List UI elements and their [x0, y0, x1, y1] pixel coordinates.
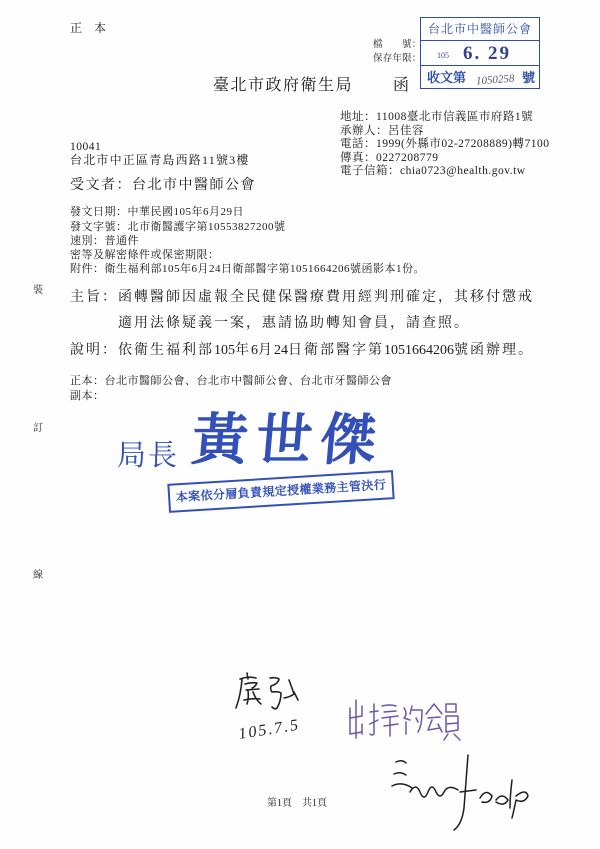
handwritten-signature — [386, 752, 536, 834]
copy-mark: 正 本 — [70, 21, 107, 35]
binding-mark: 線 — [33, 570, 43, 581]
explanation-label: 說明： — [70, 343, 118, 358]
recipient-address: 台北市中正區青島西路11號3樓 — [70, 153, 250, 167]
document-title-agency: 臺北市政府衛生局 — [213, 77, 354, 94]
binding-mark: 裝 — [33, 285, 43, 296]
handwritten-note — [346, 694, 466, 742]
handwritten-signature — [234, 670, 306, 714]
sender-email: 電子信箱：chia0723@health.gov.tw — [340, 165, 526, 177]
recipient-postal-code: 10041 — [70, 141, 102, 153]
issue-date: 發文日期：中華民國105年6月29日 — [70, 206, 244, 218]
receipt-stamp-divider — [421, 40, 539, 41]
receipt-stamp-label: 收文第 — [427, 70, 467, 85]
sender-address: 地址：11008臺北市信義區市府路1號 — [340, 111, 534, 123]
signature-name: 黃世傑 — [189, 410, 387, 472]
receipt-stamp-date: 6. 29 — [463, 43, 511, 64]
delivery-speed: 速別：普通件 — [70, 235, 139, 247]
receipt-stamp-org: 台北市中醫師公會 — [427, 22, 532, 36]
receipt-stamp-number: 1050258 — [475, 72, 515, 88]
copy-recipients: 副本： — [70, 390, 105, 402]
explanation-text: 依衛生福利部105年6月24日衛部醫字第1051664206號函辦理。 — [118, 343, 534, 358]
delegation-stamp: 本案依分層負責規定授權業務主管決行 — [167, 470, 394, 513]
receipt-stamp-suffix: 號 — [522, 70, 536, 85]
subject-line: 函轉醫師因虛報全民健保醫療費用經判刑確定，其移付懲戒 — [118, 290, 534, 305]
page-number: 第1頁 共1頁 — [267, 798, 327, 809]
receipt-stamp — [420, 17, 540, 89]
subject-label: 主旨： — [70, 290, 118, 305]
document-title-type: 函 — [393, 77, 411, 94]
sender-officer: 承辦人：呂佳容 — [340, 124, 424, 137]
original-recipients: 正本：台北市醫師公會、台北市中醫師公會、台北市牙醫師公會 — [70, 375, 392, 387]
binding-mark: 訂 — [33, 423, 43, 434]
retention-period-label: 保存年限： — [373, 54, 422, 64]
document-number: 發文字號：北市衛醫護字第10553827200號 — [70, 221, 286, 233]
sender-phone: 電話：1999(外縣市02-27208889)轉7100 — [340, 138, 550, 150]
recipient: 受文者：台北市中醫師公會 — [70, 178, 256, 193]
file-number-label: 檔 號： — [373, 40, 422, 50]
handwritten-date: 105.7.5 — [237, 716, 302, 743]
receipt-stamp-divider — [421, 65, 539, 66]
receipt-stamp-year: 105 — [437, 51, 449, 60]
secrecy-level: 密等及解密條件或保密期限： — [70, 249, 220, 261]
attachment: 附件：衛生福利部105年6月24日衛部醫字第1051664206號函影本1份。 — [70, 263, 425, 275]
subject-line: 適用法條疑義一案，惠請協助轉知會員，請查照。 — [118, 316, 470, 331]
signature-title: 局長 — [117, 440, 180, 472]
sender-fax: 傳真：0227208779 — [340, 151, 439, 164]
